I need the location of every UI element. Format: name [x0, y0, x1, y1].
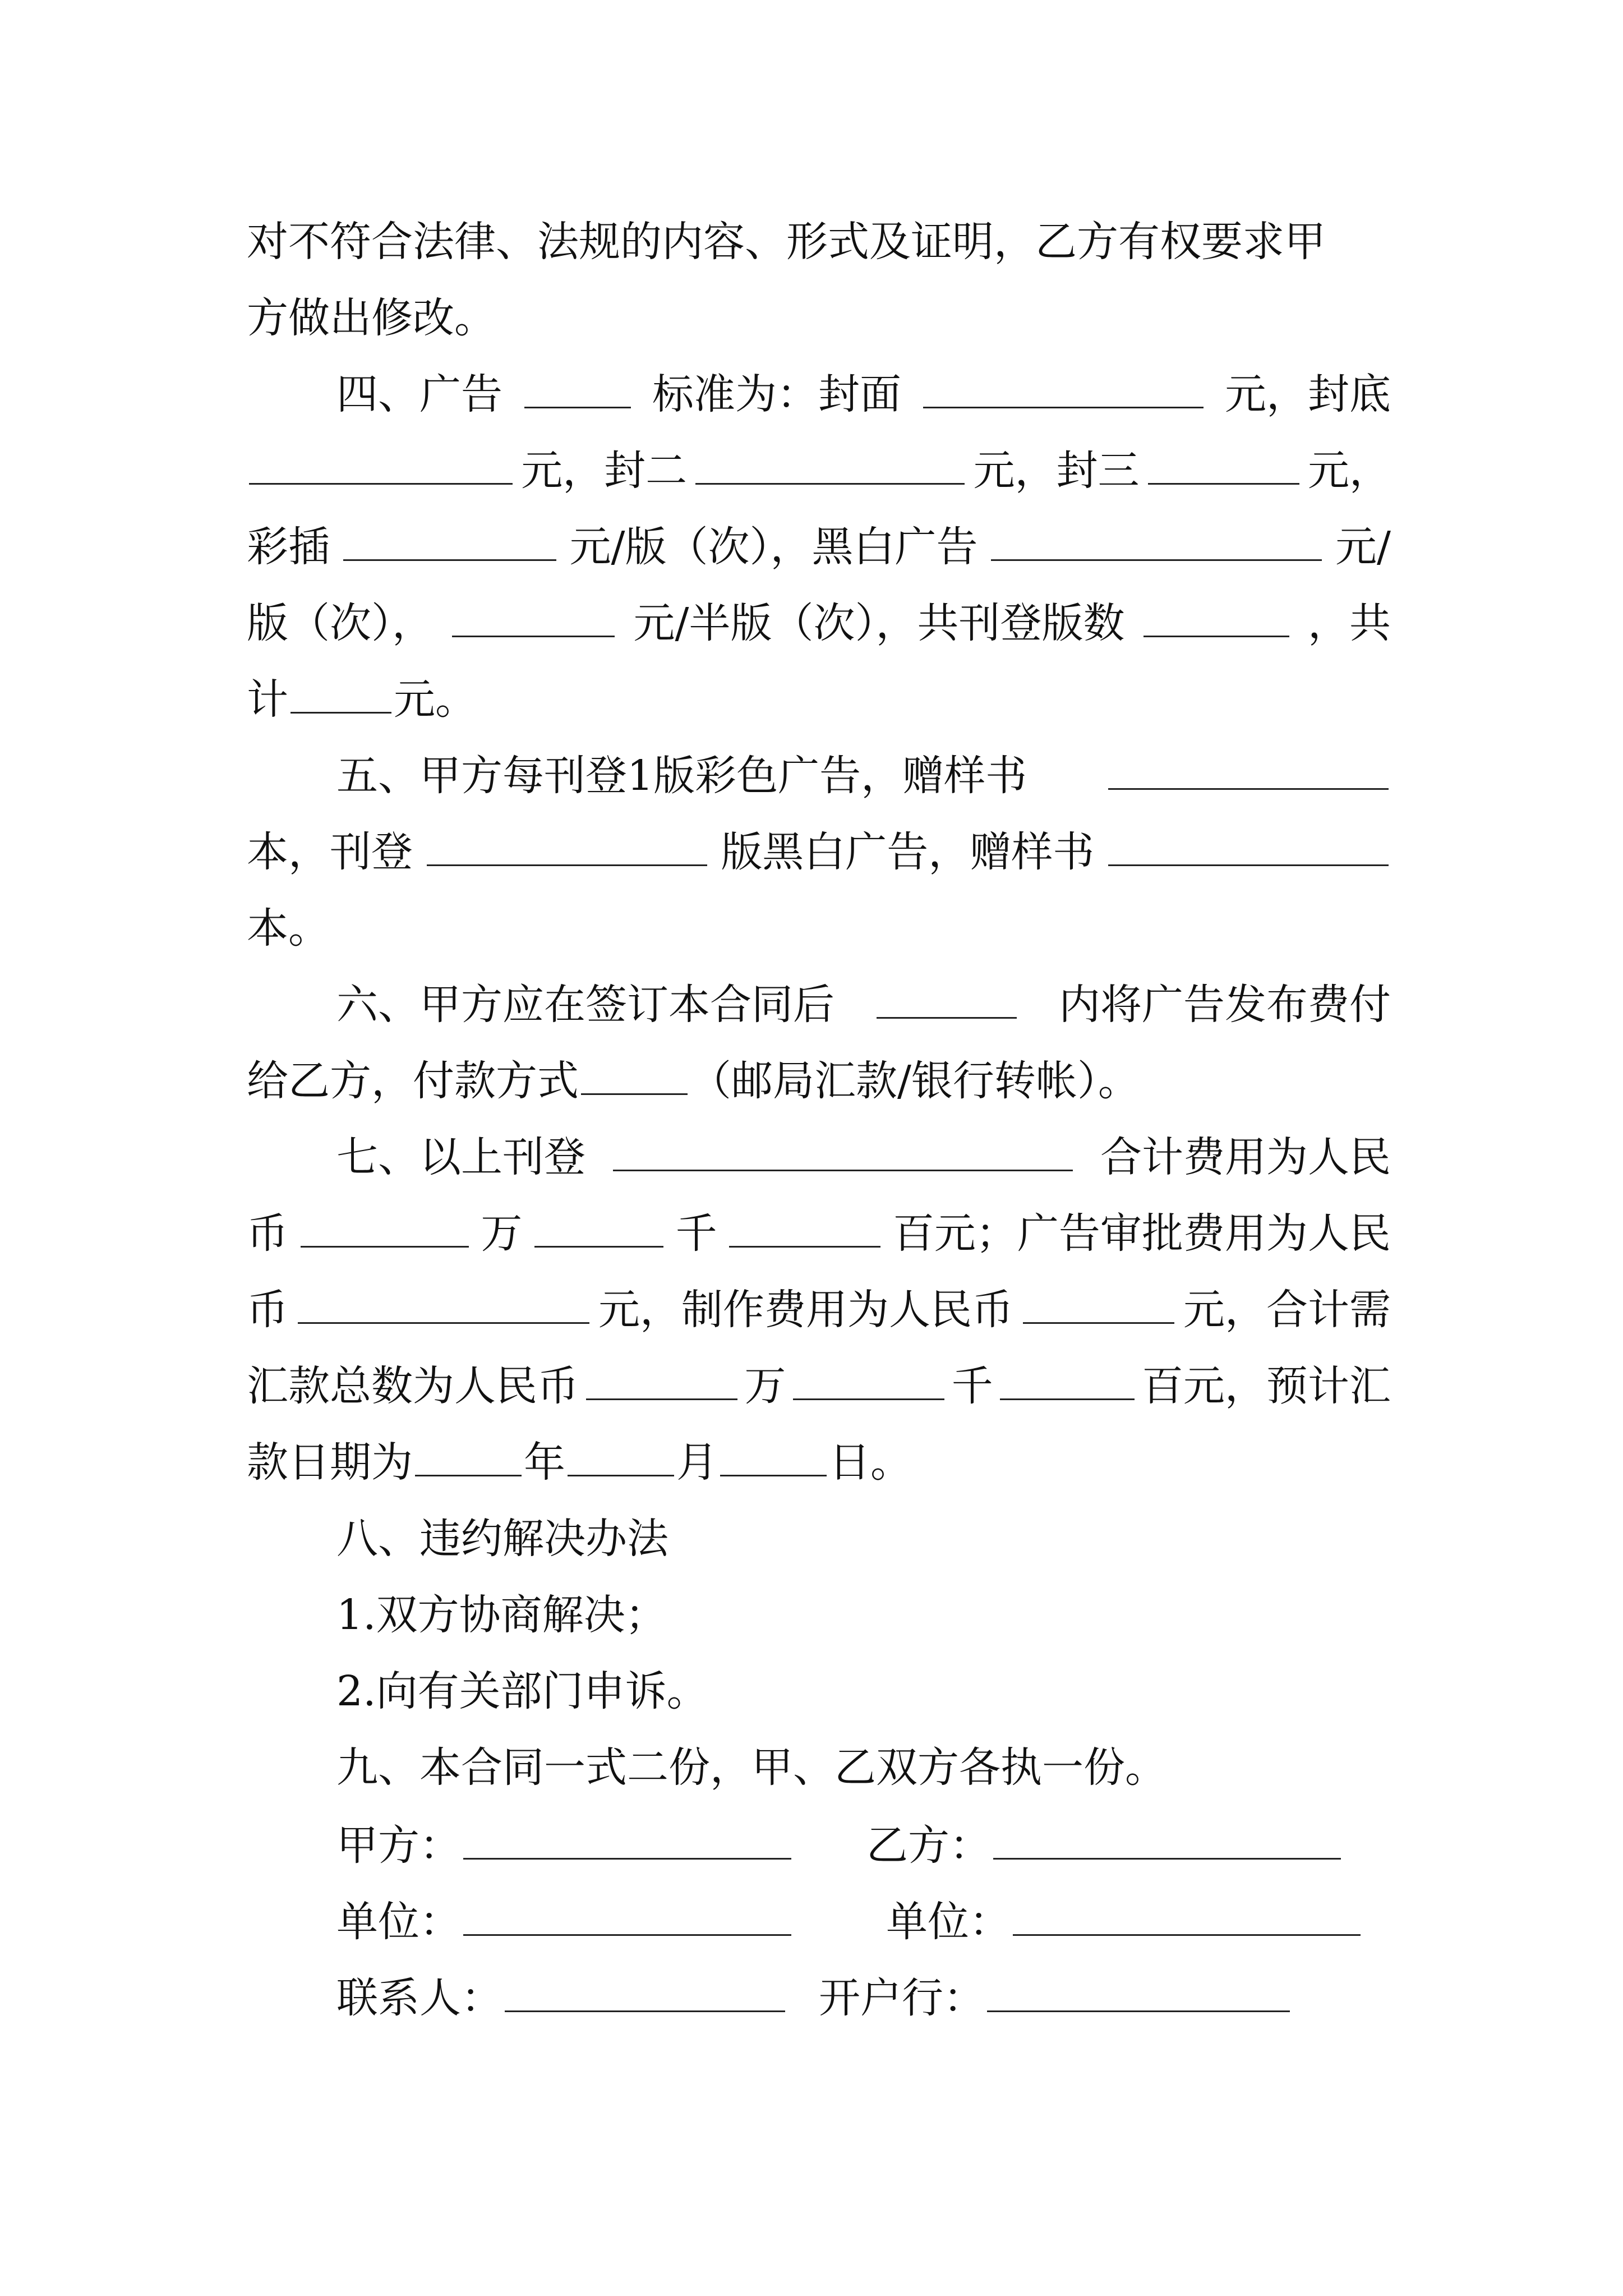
text: 元，封底 [1225, 370, 1391, 418]
contact-field [336, 1966, 787, 2029]
paragraph-line [336, 1660, 1391, 1722]
text: 万 [481, 1209, 523, 1258]
blank-field[interactable] [613, 1130, 1073, 1171]
party-b-field [866, 1813, 1343, 1876]
text: 计 [247, 675, 288, 724]
text: 款日期为 [247, 1438, 413, 1487]
blank-field[interactable] [729, 1207, 880, 1248]
blank-field[interactable] [463, 1813, 791, 1860]
text: 四、广告 [336, 370, 502, 418]
text: 汇款总数为人民币 [247, 1362, 579, 1410]
paragraph-line [336, 1737, 1391, 1798]
blank-field[interactable] [1144, 596, 1289, 637]
text: 本。 [247, 904, 330, 953]
paragraph-line [336, 1584, 1391, 1646]
blank-field[interactable] [568, 1435, 674, 1476]
label: 甲方： [336, 1821, 461, 1870]
blank-field[interactable] [463, 1889, 791, 1936]
text: 彩插 [247, 523, 330, 571]
text: 元，制作费用为人民币 [598, 1286, 1013, 1334]
text: 标准为：封面 [652, 370, 901, 418]
text: 元，合计需 [1183, 1286, 1391, 1334]
text: 万 [744, 1362, 786, 1410]
text: 日。 [829, 1438, 912, 1487]
text: 元，封三 [973, 447, 1140, 495]
paragraph-line [247, 211, 1391, 273]
blank-field[interactable] [505, 1966, 785, 2012]
text: 元。 [394, 675, 477, 724]
blank-field[interactable] [298, 1283, 589, 1324]
text: 八、违约解决办法 [336, 1515, 668, 1563]
label: 单位： [886, 1898, 1011, 1946]
paragraph-line [247, 1050, 1391, 1112]
blank-field[interactable] [1013, 1889, 1361, 1936]
blank-field[interactable] [1108, 825, 1389, 866]
blank-field[interactable] [452, 596, 615, 637]
paragraph-line [336, 1126, 1391, 1188]
blank-field[interactable] [991, 520, 1322, 561]
blank-field[interactable] [586, 1359, 737, 1400]
text: 九、本合同一式二份，甲、乙双方各执一份。 [336, 1743, 1166, 1792]
blank-field[interactable] [793, 1359, 944, 1400]
text: 五、甲方每刊登1版彩色广告，赠样书 [336, 752, 1027, 800]
blank-field[interactable] [1023, 1283, 1174, 1324]
label: 单位： [336, 1898, 461, 1946]
paragraph-line [247, 821, 1391, 883]
paragraph-line [247, 516, 1391, 578]
party-a-field [336, 1813, 794, 1876]
text: 年 [524, 1438, 565, 1487]
blank-field[interactable] [1108, 749, 1389, 790]
blank-field[interactable] [249, 444, 513, 485]
blank-field[interactable] [993, 1813, 1341, 1860]
blank-field[interactable] [524, 367, 631, 408]
text: 元/ [1335, 523, 1391, 571]
paragraph-line [247, 898, 1391, 959]
text: 合计费用为人民 [1100, 1133, 1391, 1181]
text: （邮局汇款/银行转帐）。 [690, 1057, 1140, 1105]
text: 给乙方，付款方式 [247, 1057, 579, 1105]
text: 本，刊登 [247, 828, 413, 876]
paragraph-line [247, 1355, 1391, 1417]
blank-field[interactable] [291, 673, 391, 714]
paragraph-line [247, 1279, 1391, 1341]
text: 版（次）， [247, 599, 434, 647]
blank-field[interactable] [301, 1207, 469, 1248]
paragraph-line [336, 1508, 1391, 1570]
unit-a-field [336, 1889, 794, 1953]
text: 元/半版（次），共刊登版数 [633, 599, 1125, 647]
bank-field [819, 1966, 1292, 2029]
text: 元/版（次），黑白广告 [569, 523, 978, 571]
text: 百元；广告审批费用为人民 [892, 1209, 1391, 1258]
blank-field[interactable] [1148, 444, 1299, 485]
text: 内将广告发布费付 [1059, 981, 1391, 1029]
paragraph-line [247, 440, 1391, 501]
blank-field[interactable] [581, 1054, 688, 1095]
text: 币 [247, 1209, 288, 1258]
paragraph-line [336, 745, 1391, 807]
text: ，共 [1308, 599, 1391, 647]
paragraph-line [336, 974, 1391, 1036]
label: 乙方： [866, 1821, 991, 1870]
blank-field[interactable] [343, 520, 556, 561]
text: 元，封二 [521, 447, 688, 495]
text: 方做出修改。 [247, 294, 496, 342]
text: 月 [676, 1438, 718, 1487]
blank-field[interactable] [923, 367, 1204, 408]
text: 币 [247, 1286, 288, 1334]
blank-field[interactable] [877, 978, 1017, 1019]
paragraph-line [247, 287, 1391, 349]
label: 开户行： [819, 1974, 985, 2022]
paragraph-line [247, 1432, 1391, 1493]
text: 1.双方协商解决； [336, 1591, 667, 1639]
blank-field[interactable] [415, 1435, 522, 1476]
blank-field[interactable] [534, 1207, 663, 1248]
text: 千 [951, 1362, 993, 1410]
paragraph-line [247, 669, 1391, 730]
text: 百元，预计汇 [1141, 1362, 1391, 1410]
unit-b-field [886, 1889, 1363, 1953]
paragraph-line [247, 1203, 1391, 1264]
text: 2.向有关部门申诉。 [336, 1667, 708, 1715]
blank-field[interactable] [987, 1966, 1290, 2012]
blank-field[interactable] [427, 825, 707, 866]
text: 七、以上刊登 [336, 1133, 585, 1181]
blank-field[interactable] [720, 1435, 827, 1476]
text: 对不符合法律、法规的内容、形式及证明，乙方有权要求甲 [247, 218, 1326, 266]
paragraph-line [247, 592, 1391, 654]
text: 六、甲方应在签订本合同后 [336, 981, 834, 1029]
text: 元， [1307, 447, 1391, 495]
text: 千 [675, 1209, 717, 1258]
label: 联系人： [336, 1974, 502, 2022]
paragraph-line [336, 364, 1391, 425]
text: 版黑白广告，赠样书 [721, 828, 1095, 876]
blank-field[interactable] [1000, 1359, 1135, 1400]
blank-field[interactable] [695, 444, 965, 485]
